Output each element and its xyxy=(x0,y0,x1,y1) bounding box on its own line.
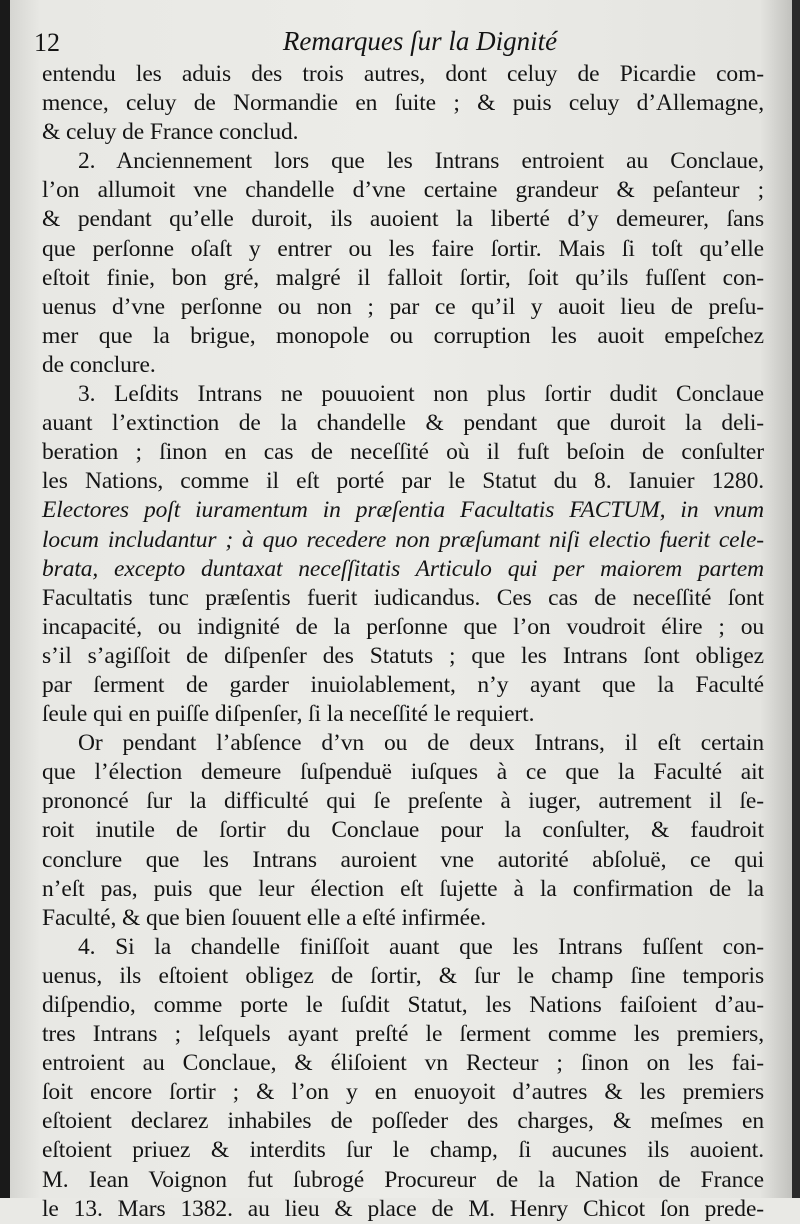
text-line: auant l’extinction de la chandelle & pendant que duroit la deli- xyxy=(42,410,764,437)
text-line: diſpendio, comme porte le ſuſdit Statut, les Nations faiſoient d’au- xyxy=(42,992,764,1018)
latin-quote-line: Electores poſt iuramentum in præſentia Facultatis FACTUM, in vnum xyxy=(42,497,764,524)
body-text xyxy=(42,60,764,1224)
text-line: 4. Si la chandelle finiſſoit auant que les Intrans fuſſent con- xyxy=(78,933,764,960)
scan-edge-left xyxy=(0,0,10,1198)
text-line: & celuy de France conclud. xyxy=(42,119,299,146)
page-header xyxy=(30,22,770,62)
text-line: le 13. Mars 1382. au lieu & place de M. Henry Chicot ſon prede- xyxy=(42,1195,764,1222)
text-line: Faculté, & que bien ſouuent elle a eſté infirmée. xyxy=(42,904,487,931)
text-line: uenus, ils eſtoient obligez de ſortir, & ſur le champ ſine temporis xyxy=(42,962,764,989)
text-line: eſtoient declarez inhabiles de poſſeder des charges, & meſmes en xyxy=(42,1108,764,1135)
text-line: mence, celuy de Normandie en ſuite ; & puis celuy d’Allemagne, xyxy=(42,90,764,117)
text-line: Or pendant l’abſence d’vn ou de deux Intrans, il eſt certain xyxy=(78,730,764,757)
latin-quote-line: locum includantur ; à quo recedere non præſumant niſi electio fuerit cele- xyxy=(42,526,764,553)
text-line: beration ; ſinon en cas de neceſſité où il fuſt beſoin de conſulter xyxy=(42,439,764,466)
text-line: entendu les aduis des trois autres, dont celuy de Picardie com- xyxy=(42,61,764,87)
page-number: 12 xyxy=(34,28,60,57)
text-line: ſoit encore ſortir ; & l’on y en enuoyoit d’autres & les premiers xyxy=(42,1079,764,1106)
text-line: n’eſt pas, puis que leur élection eſt ſujette à la confirmation de la xyxy=(42,875,764,902)
latin-quote-line: brata, excepto duntaxat neceſſitatis Articulo qui per maiorem partem xyxy=(42,555,764,582)
text-line: eſtoient priuez & interdits ſur le champ, ſi aucunes ils auoient. xyxy=(42,1137,764,1164)
text-line: que perſonne oſaſt y entrer ou les faire ſortir. Mais ſi toſt qu’elle xyxy=(42,235,764,262)
text-line: de conclure. xyxy=(42,351,156,378)
text-line: l’on allumoit vne chandelle d’vne certaine grandeur & peſanteur ; xyxy=(42,177,764,204)
text-line: les Nations, comme il eſt porté par le Statut du 8. Ianuier 1280. xyxy=(42,468,764,495)
text-line: 2. Anciennement lors que les Intrans entroient au Conclaue, xyxy=(78,148,764,175)
text-line: M. Iean Voignon fut ſubrogé Procureur de la Nation de France xyxy=(42,1166,764,1193)
text-line: roit inutile de ſortir du Conclaue pour la conſulter, & faudroit xyxy=(42,817,764,844)
text-line: eſtoit finie, bon gré, malgré il falloit ſortir, ſoit qu’ils fuſſent con- xyxy=(42,264,764,291)
text-line: ſeule qui en puiſſe diſpenſer, ſi la neceſſité le requiert. xyxy=(42,701,535,728)
text-line: Facultatis tunc præſentis fuerit iudicandus. Ces cas de neceſſité ſont xyxy=(42,584,764,611)
running-title: Remarques ſur la Dignité xyxy=(282,26,558,56)
text-line: s’il s’agiſſoit de diſpenſer des Statuts ; que les Intrans ſont obligez xyxy=(42,642,764,669)
scan-edge-right xyxy=(792,0,800,1198)
text-line: & pendant qu’elle duroit, ils auoient la liberté d’y demeurer, ſans xyxy=(42,206,764,233)
text-line: uenus d’vne perſonne ou non ; par ce qu’il y auoit lieu de preſu- xyxy=(42,293,764,320)
text-line: incapacité, ou indignité de la perſonne que l’on voudroit élire ; ou xyxy=(42,613,764,640)
text-line: 3. Leſdits Intrans ne pouuoient non plus ſortir dudit Conclaue xyxy=(78,381,764,408)
text-line: mer que la brigue, monopole ou corruption les auoit empeſchez xyxy=(42,322,764,349)
text-line: entroient au Conclaue, & éliſoient vn Recteur ; ſinon on les fai- xyxy=(42,1050,764,1077)
text-line: prononcé ſur la difficulté qui ſe preſente à iuger, autrement il ſe- xyxy=(42,788,764,815)
text-line: conclure que les Intrans auroient vne autorité abſoluë, ce qui xyxy=(42,846,764,873)
text-line: que l’élection demeure ſuſpenduë iuſques à ce que la Faculté ait xyxy=(42,759,764,786)
text-line: tres Intrans ; leſquels ayant preſté le ſerment comme les premiers, xyxy=(42,1021,764,1048)
text-line: par ſerment de garder inuiolablement, n’y ayant que la Faculté xyxy=(42,671,764,698)
